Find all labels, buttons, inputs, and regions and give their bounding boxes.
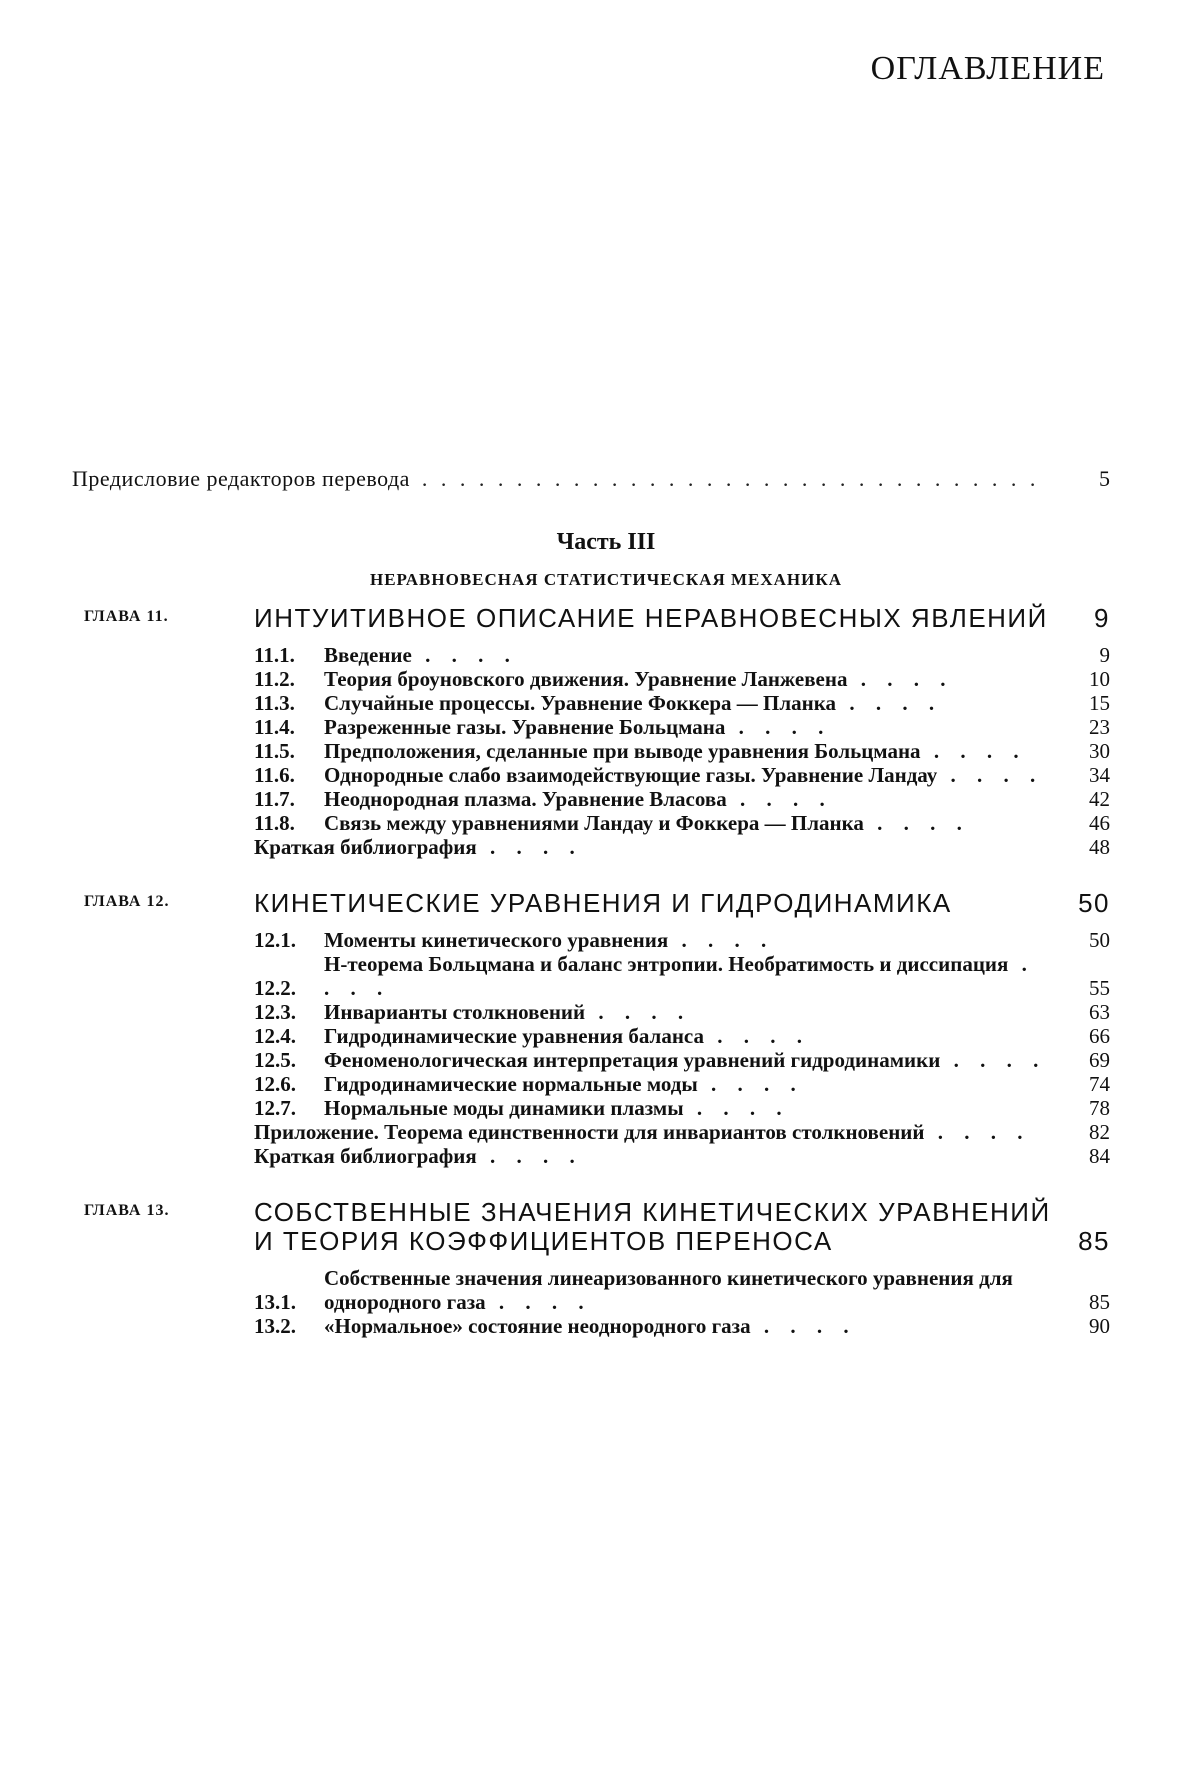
part-subtitle: НЕРАВНОВЕСНАЯ СТАТИСТИЧЕСКАЯ МЕХАНИКА [370, 570, 842, 589]
chapter-entries [254, 1266, 1110, 1338]
dot-leader: . . . . [847, 667, 954, 691]
section-number: 11.1. [254, 643, 295, 667]
dot-leader: . . . . [725, 715, 832, 739]
toc-entry[interactable] [254, 1314, 1110, 1338]
page-number: 46 [1089, 811, 1110, 835]
section-title-text: Феноменологическая интерпретация уравнений гидродинамики [324, 1048, 941, 1072]
page-heading: ОГЛАВЛЕНИЕ [870, 50, 1105, 87]
section-title-text: Связь между уравнениями Ландау и Фоккера — Планка [324, 811, 864, 835]
toc-entry[interactable] [254, 1120, 1110, 1144]
toc-entry[interactable] [254, 763, 1110, 787]
chapter [72, 1198, 1110, 1338]
dot-leader: . . . . [940, 1048, 1047, 1072]
page-number: 74 [1089, 1072, 1110, 1096]
dot-leader: . . . . [683, 1096, 790, 1120]
toc-entry[interactable] [254, 667, 1110, 691]
dot-leader: . . . . [411, 643, 518, 667]
section-title-text: Случайные процессы. Уравнение Фоккера — Планка [324, 691, 837, 715]
page-number: 15 [1089, 691, 1110, 715]
dot-leader: . . . . [924, 1120, 1031, 1144]
page-number: 69 [1089, 1048, 1110, 1072]
dot-leader: . . . . [485, 1290, 592, 1314]
section-title [324, 691, 1058, 715]
section-number: 12.1. [254, 928, 296, 952]
section-title [254, 1120, 1058, 1144]
section-title-text: Неоднородная плазма. Уравнение Власова [324, 787, 727, 811]
dot-leader: . . . . [668, 928, 775, 952]
dot-leader: . . . . [750, 1314, 857, 1338]
toc-entry[interactable] [254, 1072, 1110, 1096]
section-number: 12.6. [254, 1072, 296, 1096]
chapter-title[interactable] [254, 1198, 1110, 1256]
section-number: 11.4. [254, 715, 295, 739]
toc-entry[interactable] [254, 811, 1110, 835]
chapter-entries [254, 928, 1110, 1168]
section-title-text: Гидродинамические уравнения баланса [324, 1024, 704, 1048]
chapter [72, 889, 1110, 1168]
chapter-body [254, 604, 1110, 859]
chapter-body [254, 1198, 1110, 1338]
toc-entry[interactable] [254, 1024, 1110, 1048]
dot-leader: . . . . [704, 1024, 810, 1048]
section-title [324, 763, 1058, 787]
toc-entry[interactable] [254, 643, 1110, 667]
toc-entry[interactable] [254, 787, 1110, 811]
toc-entry[interactable] [254, 835, 1110, 859]
section-title-text: Введение [324, 643, 412, 667]
page-number: 63 [1089, 1000, 1110, 1024]
chapter-body [254, 889, 1110, 1168]
section-title [324, 643, 1058, 667]
section-title [324, 715, 1058, 739]
section-title [324, 739, 1058, 763]
dot-leader: . . . . [920, 739, 1027, 763]
section-title-text: H-теорема Больцмана и баланс энтропии. Необратимость и диссипация [324, 952, 1009, 976]
toc-entry[interactable] [254, 1048, 1110, 1072]
toc-entry[interactable] [254, 739, 1110, 763]
chapter-title[interactable] [254, 604, 1110, 633]
page-number: 9 [1099, 643, 1110, 667]
toc-entry[interactable] [254, 1000, 1110, 1024]
front-matter-label: Предисловие редакторов перевода [72, 466, 410, 491]
page-number: 9 [1094, 603, 1110, 633]
section-number: 11.3. [254, 691, 295, 715]
page-number: 85 [1078, 1226, 1110, 1256]
chapter-title-text: ИНТУИТИВНОЕ ОПИСАНИЕ НЕРАВНОВЕСНЫХ ЯВЛЕНИЙ [254, 603, 1048, 633]
section-title [324, 1024, 1058, 1048]
section-title-text: Собственные значения линеаризованного кинетического уравнения для однородного газа [324, 1266, 1013, 1314]
section-title-text: Однородные слабо взаимодействующие газы. Уравнение Ландау [324, 763, 938, 787]
page-number: 55 [1089, 976, 1110, 1000]
chapter [72, 604, 1110, 859]
section-title-text: Разреженные газы. Уравнение Больцмана [324, 715, 726, 739]
section-number: 12.5. [254, 1048, 296, 1072]
section-number: 11.2. [254, 667, 295, 691]
page-number: 90 [1089, 1314, 1110, 1338]
dot-leader: . . . . [585, 1000, 692, 1024]
section-number: 12.2. [254, 976, 296, 1000]
page-number: 10 [1089, 667, 1110, 691]
chapter-label: ГЛАВА 13. [84, 1202, 170, 1219]
section-title [324, 1266, 1058, 1314]
toc-entry[interactable] [254, 691, 1110, 715]
chapter-title-text: КИНЕТИЧЕСКИЕ УРАВНЕНИЯ И ГИДРОДИНАМИКА [254, 888, 952, 918]
section-number: 11.5. [254, 739, 295, 763]
toc-entry[interactable] [254, 1096, 1110, 1120]
section-title [324, 928, 1058, 952]
section-number: 12.3. [254, 1000, 296, 1024]
section-title-text: Теория броуновского движения. Уравнение Ланжевена [324, 667, 848, 691]
section-number: 12.7. [254, 1096, 296, 1120]
dot-leader: . . . . [863, 811, 970, 835]
page-number: 23 [1089, 715, 1110, 739]
dot-leader: . . . . [836, 691, 943, 715]
section-title-text: Краткая библиография [254, 835, 477, 859]
chapter-title[interactable] [254, 889, 1110, 918]
dot-leader: . . . . [726, 787, 833, 811]
page-number: 5 [1099, 466, 1110, 491]
part-title: Часть III [556, 529, 656, 555]
page-number: 34 [1089, 763, 1110, 787]
section-number: 13.2. [254, 1314, 296, 1338]
chapters-list [72, 604, 1110, 1338]
section-title [324, 1048, 1058, 1072]
dot-leader: . . . . [324, 952, 1035, 1000]
section-title-text: Моменты кинетического уравнения [324, 928, 669, 952]
section-title [324, 952, 1058, 1000]
section-title-text: Приложение. Теорема единственности для инвариантов столкновений [254, 1120, 925, 1144]
dot-leader: . . . . [697, 1072, 804, 1096]
section-title-text: «Нормальное» состояние неоднородного газа [324, 1314, 751, 1338]
section-title [324, 787, 1058, 811]
page-number: 82 [1089, 1120, 1110, 1144]
dot-leader: . . . . [937, 763, 1044, 787]
toc-entry[interactable] [254, 1144, 1110, 1168]
section-title [324, 667, 1058, 691]
section-title-text: Гидродинамические нормальные моды [324, 1072, 698, 1096]
section-number: 11.8. [254, 811, 295, 835]
dot-leader: . . . . [476, 1144, 583, 1168]
section-title [254, 835, 1058, 859]
section-title [324, 811, 1058, 835]
section-title [324, 1314, 1058, 1338]
toc-entry[interactable] [254, 715, 1110, 739]
toc-entry[interactable] [254, 952, 1110, 1000]
section-title [254, 1144, 1058, 1168]
page-number: 30 [1089, 739, 1110, 763]
section-title-text: Инварианты столкновений [324, 1000, 586, 1024]
section-title-text: Предположения, сделанные при выводе уравнения Больцмана [324, 739, 921, 763]
page-number: 85 [1089, 1290, 1110, 1314]
section-number: 11.6. [254, 763, 295, 787]
chapter-label: ГЛАВА 12. [84, 893, 170, 910]
section-title-text: Краткая библиография [254, 1144, 477, 1168]
page-number: 66 [1089, 1024, 1110, 1048]
section-number: 13.1. [254, 1290, 296, 1314]
toc-entry[interactable] [254, 1266, 1110, 1314]
section-title [324, 1072, 1058, 1096]
toc-front-matter[interactable] [72, 465, 1110, 493]
page-number: 42 [1089, 787, 1110, 811]
section-number: 11.7. [254, 787, 295, 811]
table-of-contents [72, 465, 1110, 1338]
section-title-text: Нормальные моды динамики плазмы [324, 1096, 684, 1120]
page-number: 50 [1078, 888, 1110, 918]
section-number: 12.4. [254, 1024, 296, 1048]
page-number: 48 [1089, 835, 1110, 859]
section-title [324, 1000, 1058, 1024]
dot-leader [422, 465, 1046, 493]
chapter-entries [254, 643, 1110, 859]
chapter-title-text: СОБСТВЕННЫЕ ЗНАЧЕНИЯ КИНЕТИЧЕСКИХ УРАВНЕНИЙ И ТЕОРИЯ КОЭФФИЦИЕНТОВ ПЕРЕНОСА [254, 1197, 1051, 1256]
page-number: 78 [1089, 1096, 1110, 1120]
toc-entry[interactable] [254, 928, 1110, 952]
section-title [324, 1096, 1058, 1120]
page-number: 50 [1089, 928, 1110, 952]
dot-leader: . . . . [476, 835, 583, 859]
chapter-label: ГЛАВА 11. [84, 608, 169, 625]
page-number: 84 [1089, 1144, 1110, 1168]
